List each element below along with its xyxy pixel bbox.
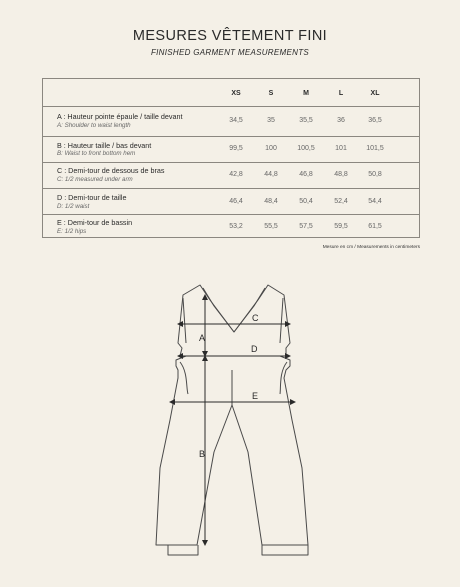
row-c-label-en: C: 1/2 measured under arm [57,176,133,183]
label-c: C [252,313,259,323]
size-header-xl: XL [370,90,380,97]
row-d-l: 52,4 [334,198,348,205]
row-d-xs: 46,4 [229,198,243,205]
units-note: Mesure en cm / Measurements in centimeters [322,245,420,250]
row-c-l: 48,8 [334,171,348,178]
left-hem [168,545,198,555]
armhole-left [183,298,186,343]
row-c-s: 44,8 [264,171,278,178]
page-title: MESURES VÊTEMENT FINI [132,28,328,44]
row-d-xl: 54,4 [368,198,382,205]
page-subtitle: FINISHED GARMENT MEASUREMENTS [150,48,310,57]
row-e-xl: 61,5 [368,223,382,230]
pocket-left [180,362,188,394]
size-header-m: M [303,90,309,97]
neckline [203,288,265,332]
row-d-label-en: D: 1/2 waist [57,203,90,210]
row-e-label-en: E: 1/2 hips [57,228,87,235]
row-d-m: 50,4 [299,198,313,205]
row-e-s: 55,5 [264,223,278,230]
size-header-s: S [268,90,274,97]
row-d-s: 48,4 [264,198,278,205]
row-b-s: 100 [265,145,277,152]
label-b: B [199,449,206,459]
row-e-label-fr: E : Demi-tour de bassin [57,218,133,227]
row-b-m: 100,5 [297,145,315,152]
row-e-l: 59,5 [334,223,348,230]
label-d: D [251,344,258,354]
row-a-label-fr: A : Hauteur pointe épaule / taille devant [57,112,183,121]
size-header-xs: XS [231,90,241,97]
row-a-xs: 34,5 [229,117,243,124]
right-hem [262,545,308,555]
row-a-l: 36 [337,117,345,124]
row-c-xs: 42,8 [229,171,243,178]
row-e-xs: 53,2 [229,223,243,230]
label-e: E [252,391,259,401]
row-b-xs: 99,5 [229,145,243,152]
row-c-xl: 50,8 [368,171,382,178]
row-a-m: 35,5 [299,117,313,124]
row-a-label-en: A: Shoulder to waist length [57,122,131,129]
row-b-label-fr: B : Hauteur taille / bas devant [57,141,152,150]
row-b-xl: 101,5 [366,145,384,152]
label-a: A [199,333,206,343]
row-a-s: 35 [267,117,275,124]
row-c-m: 46,8 [299,171,313,178]
row-e-m: 57,5 [299,223,313,230]
row-d-label-fr: D : Demi-tour de taille [57,193,127,202]
armhole-right [280,298,283,343]
row-b-l: 101 [335,145,347,152]
row-c-label-fr: C : Demi-tour de dessous de bras [57,166,165,175]
row-b-label-en: B: Waist to front bottom hem [57,150,136,157]
row-a-xl: 36,5 [368,117,382,124]
size-header-l: L [338,90,344,97]
